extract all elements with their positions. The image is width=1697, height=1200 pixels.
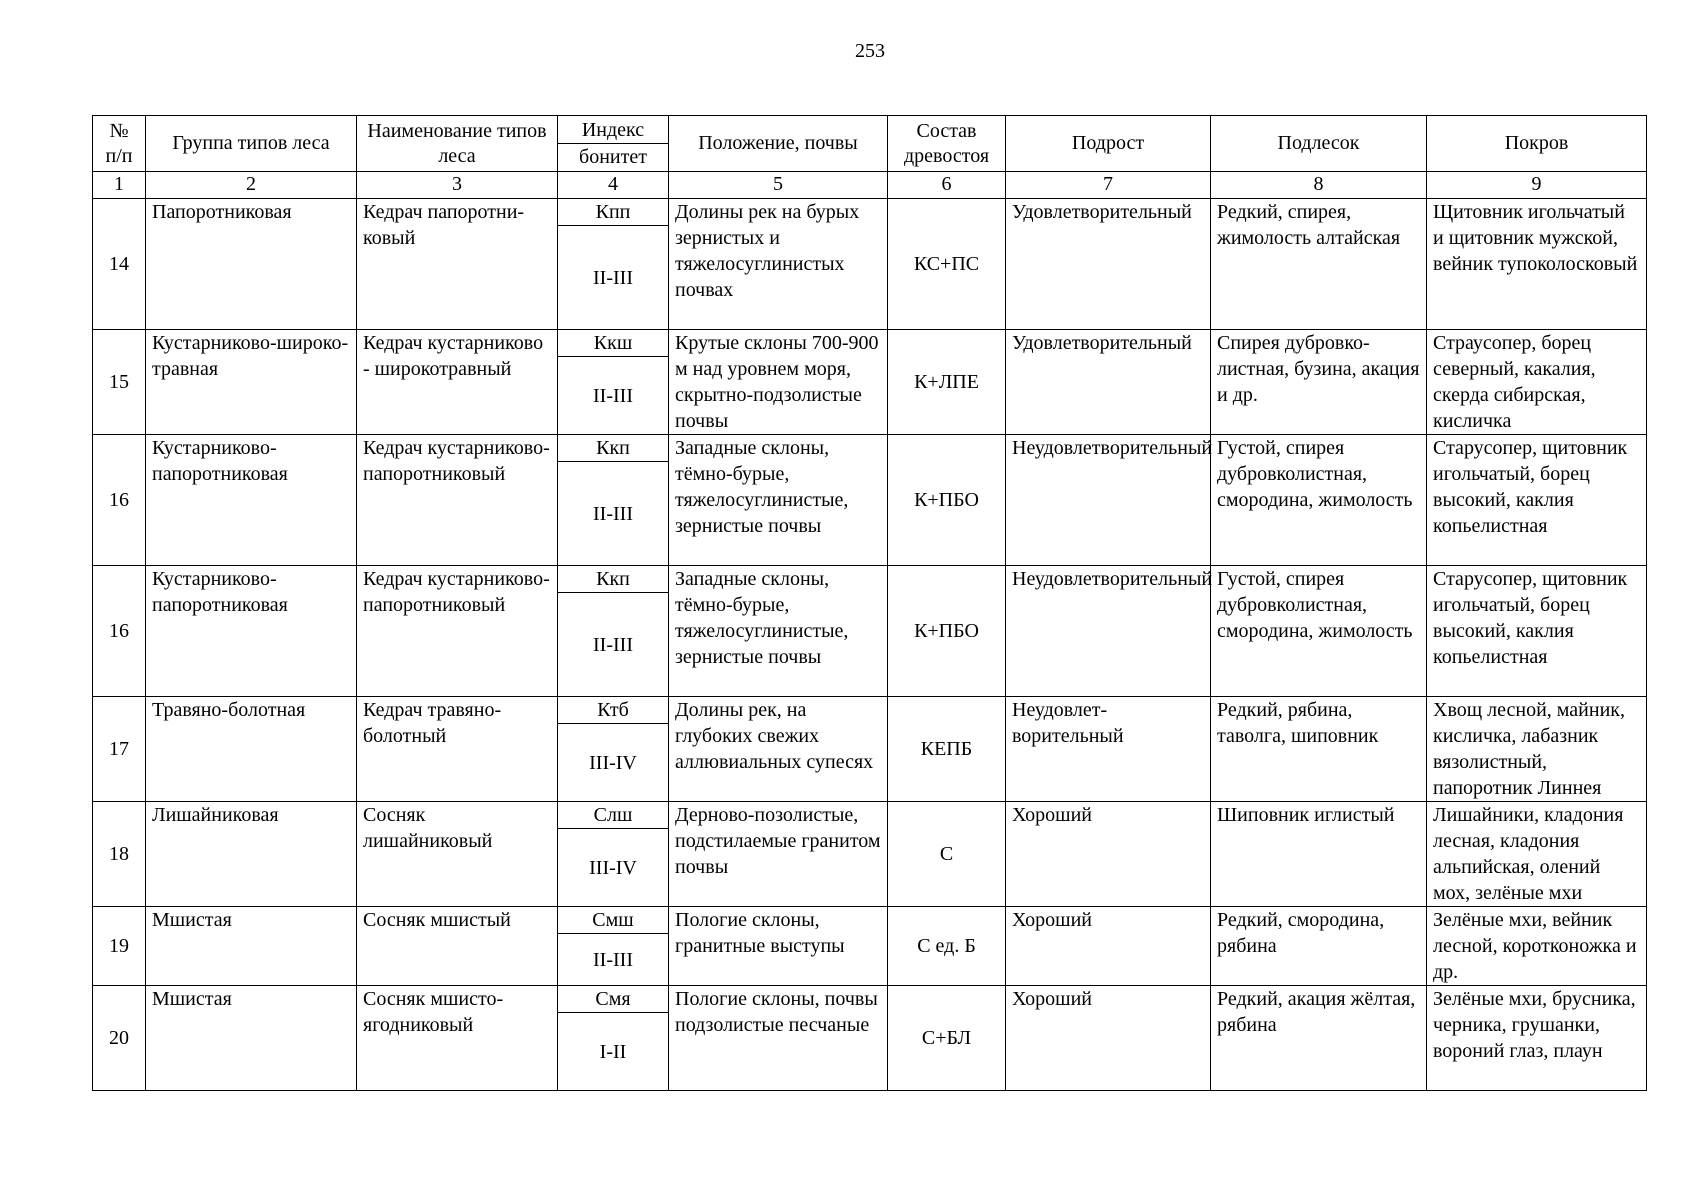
forest-types-table <box>92 115 1647 1091</box>
forest-group: Кустарниково-папоротниковая <box>146 435 357 566</box>
column-number: 3 <box>357 172 558 199</box>
ground-cover: Лишайники, кладония лесная, кладония альпийская, олений мох, зелёные мхи <box>1427 802 1647 907</box>
forest-group: Мшистая <box>146 986 357 1091</box>
ground-cover: Зелёные мхи, вейник лесной, коротконожка и др. <box>1427 907 1647 986</box>
position-soils: Крутые склоны 700-900 м над уровнем моря, скрытно-подзолистые почвы <box>669 330 888 435</box>
undergrowth: Хороший <box>1006 907 1211 986</box>
forest-index: Кпп <box>558 199 668 226</box>
bonitet: III-IV <box>589 856 637 879</box>
tree-composition: К+ПБО <box>888 566 1006 697</box>
index-bonitet-cell <box>558 697 669 802</box>
table-row <box>93 802 1647 907</box>
tree-composition: С <box>888 802 1006 907</box>
index-bonitet-cell <box>558 566 669 697</box>
underbrush: Редкий, акация жёлтая, рябина <box>1211 986 1427 1091</box>
row-number: 17 <box>93 697 146 802</box>
forest-group: Кустарниково-папоротниковая <box>146 566 357 697</box>
forest-group: Папоротниковая <box>146 199 357 330</box>
underbrush: Шиповник иглистый <box>1211 802 1427 907</box>
header-position: Положение, почвы <box>669 116 888 172</box>
column-number: 4 <box>558 172 669 199</box>
position-soils: Западные склоны, тёмно-бурые, тяжелосуглинистые, зернистые почвы <box>669 435 888 566</box>
forest-index: Смш <box>558 907 668 934</box>
tree-composition: КС+ПС <box>888 199 1006 330</box>
table-row <box>93 435 1647 566</box>
table-row <box>93 199 1647 330</box>
index-bonitet-cell <box>558 802 669 907</box>
ground-cover: Старусопер, щитовник игольчатый, борец высокий, каклия копьелистная <box>1427 566 1647 697</box>
index-bonitet-cell <box>558 986 669 1091</box>
header-index-bonitet <box>558 116 669 172</box>
undergrowth: Хороший <box>1006 986 1211 1091</box>
row-number: 16 <box>93 566 146 697</box>
forest-type-name: Кедрач кустарниково - широкотравный <box>357 330 558 435</box>
tree-composition: С ед. Б <box>888 907 1006 986</box>
forest-group: Мшистая <box>146 907 357 986</box>
forest-index: Ккп <box>558 566 668 593</box>
row-number: 19 <box>93 907 146 986</box>
forest-group: Травяно-болотная <box>146 697 357 802</box>
column-number: 8 <box>1211 172 1427 199</box>
underbrush: Спирея дубровко-листная, бузина, акация и др. <box>1211 330 1427 435</box>
undergrowth: Неудовлетворительный <box>1006 566 1211 697</box>
column-number: 9 <box>1427 172 1647 199</box>
table-row <box>93 330 1647 435</box>
header-cover: Покров <box>1427 116 1647 172</box>
forest-type-name: Кедрач травяно-болотный <box>357 697 558 802</box>
table-row <box>93 907 1647 986</box>
underbrush: Густой, спирея дубровколистная, смородина, жимолость <box>1211 566 1427 697</box>
row-number: 15 <box>93 330 146 435</box>
header-row <box>93 116 1647 172</box>
header-name: Наименование типов леса <box>357 116 558 172</box>
ground-cover: Страусопер, борец северный, какалия, скерда сибирская, кисличка <box>1427 330 1647 435</box>
column-number: 1 <box>93 172 146 199</box>
forest-index: Слш <box>558 802 668 829</box>
ground-cover: Старусопер, щитовник игольчатый, борец высокий, каклия копьелистная <box>1427 435 1647 566</box>
header-bonitet: бонитет <box>579 145 647 168</box>
column-number: 6 <box>888 172 1006 199</box>
index-bonitet-cell <box>558 907 669 986</box>
header-num: № п/п <box>93 116 146 172</box>
column-number: 2 <box>146 172 357 199</box>
index-bonitet-cell <box>558 330 669 435</box>
forest-type-name: Сосняк мшисто-ягодниковый <box>357 986 558 1091</box>
bonitet: II-III <box>593 502 633 525</box>
column-number: 5 <box>669 172 888 199</box>
position-soils: Долины рек на бурых зернистых и тяжелосуглинистых почвах <box>669 199 888 330</box>
position-soils: Долины рек, на глубоких свежих аллювиальных супесях <box>669 697 888 802</box>
forest-type-name: Сосняк мшистый <box>357 907 558 986</box>
underbrush: Редкий, спирея, жимолость алтайская <box>1211 199 1427 330</box>
column-number-row <box>93 172 1647 199</box>
forest-index: Смя <box>558 986 668 1013</box>
undergrowth: Неудовлетворительный <box>1006 435 1211 566</box>
forest-index: Ктб <box>558 697 668 724</box>
forest-group: Лишайниковая <box>146 802 357 907</box>
header-index: Индекс <box>558 117 668 144</box>
bonitet: II-III <box>593 633 633 656</box>
row-number: 18 <box>93 802 146 907</box>
bonitet: III-IV <box>589 751 637 774</box>
bonitet: II-III <box>593 948 633 971</box>
page-number: 253 <box>855 40 885 62</box>
forest-index: Ккп <box>558 435 668 462</box>
undergrowth: Удовлетворительный <box>1006 199 1211 330</box>
position-soils: Западные склоны, тёмно-бурые, тяжелосуглинистые, зернистые почвы <box>669 566 888 697</box>
forest-type-name: Кедрач папоротни-ковый <box>357 199 558 330</box>
bonitet: I-II <box>599 1040 627 1063</box>
underbrush: Редкий, смородина, рябина <box>1211 907 1427 986</box>
forest-type-name: Сосняк лишайниковый <box>357 802 558 907</box>
index-bonitet-cell <box>558 199 669 330</box>
underbrush: Густой, спирея дубровколистная, смородина, жимолость <box>1211 435 1427 566</box>
ground-cover: Хвощ лесной, майник, кисличка, лабазник вязолистный, папоротник Линнея <box>1427 697 1647 802</box>
row-number: 20 <box>93 986 146 1091</box>
column-number: 7 <box>1006 172 1211 199</box>
table-row <box>93 986 1647 1091</box>
table-row <box>93 566 1647 697</box>
tree-composition: К+ПБО <box>888 435 1006 566</box>
index-bonitet-cell <box>558 435 669 566</box>
forest-index: Ккш <box>558 330 668 357</box>
forest-type-name: Кедрач кустарниково-папоротниковый <box>357 435 558 566</box>
ground-cover: Зелёные мхи, брусника, черника, грушанки, вороний глаз, плаун <box>1427 986 1647 1091</box>
forest-type-name: Кедрач кустарниково-папоротниковый <box>357 566 558 697</box>
table-row <box>93 697 1647 802</box>
header-undergrowth: Подрост <box>1006 116 1211 172</box>
position-soils: Пологие склоны, почвы подзолистые песчаные <box>669 986 888 1091</box>
row-number: 14 <box>93 199 146 330</box>
undergrowth: Хороший <box>1006 802 1211 907</box>
ground-cover: Щитовник игольчатый и щитовник мужской, вейник тупоколосковый <box>1427 199 1647 330</box>
tree-composition: КЕПБ <box>888 697 1006 802</box>
undergrowth: Неудовлет-ворительный <box>1006 697 1211 802</box>
position-soils: Пологие склоны, гранитные выступы <box>669 907 888 986</box>
row-number: 16 <box>93 435 146 566</box>
header-composition: Состав древостоя <box>888 116 1006 172</box>
header-underbrush: Подлесок <box>1211 116 1427 172</box>
undergrowth: Удовлетворительный <box>1006 330 1211 435</box>
forest-group: Кустарниково-широко-травная <box>146 330 357 435</box>
bonitet: II-III <box>593 266 633 289</box>
bonitet: II-III <box>593 384 633 407</box>
header-group: Группа типов леса <box>146 116 357 172</box>
tree-composition: К+ЛПЕ <box>888 330 1006 435</box>
position-soils: Дерново-позолистые, подстилаемые гранитом почвы <box>669 802 888 907</box>
tree-composition: С+БЛ <box>888 986 1006 1091</box>
underbrush: Редкий, рябина, таволга, шиповник <box>1211 697 1427 802</box>
